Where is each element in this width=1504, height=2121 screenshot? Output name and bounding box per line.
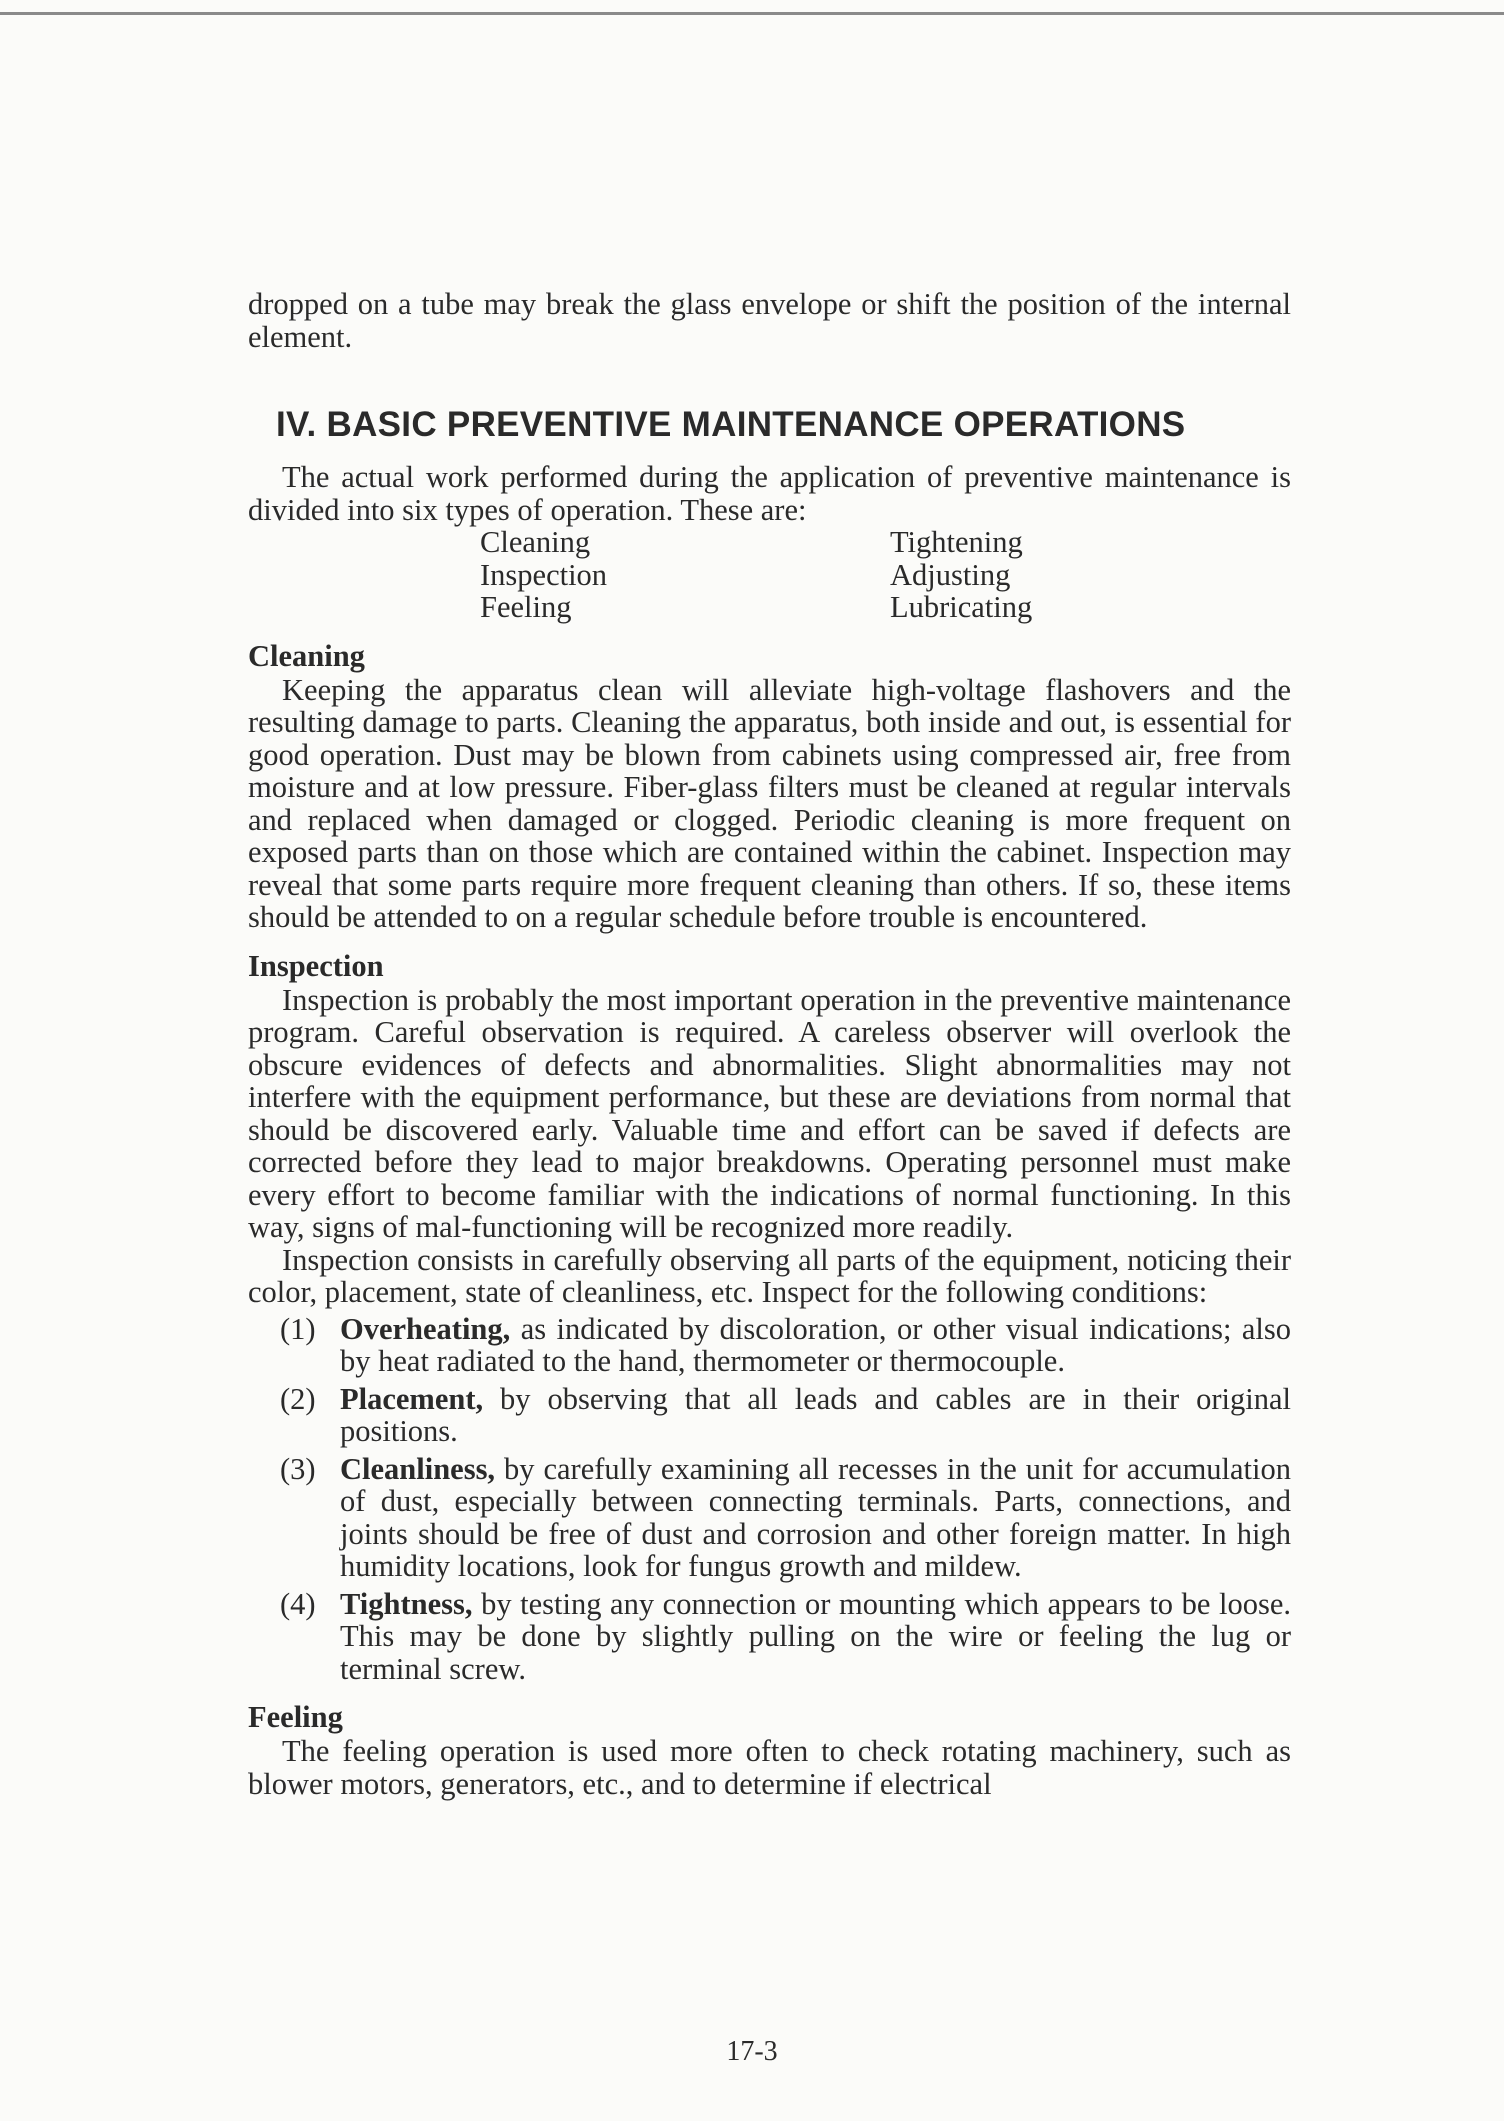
section-intro: The actual work performed during the application of preventive maintenance is divided into six types of operation. These are: — [248, 460, 1291, 527]
list-item-term: Overheating, — [340, 1311, 511, 1346]
inspection-conditions-list — [248, 1313, 1291, 1686]
list-item-text: by testing any connection or mounting which appears to be loose. This may be done by slightly pulling on the wire or feeling the lug or terminal screw. — [340, 1586, 1291, 1686]
operation-inspection: Inspection — [480, 557, 608, 592]
intro-paragraph: dropped on a tube may break the glass envelope or shift the position of the internal element. — [248, 287, 1291, 354]
operations-list — [480, 526, 1291, 624]
list-item-number: (3) — [280, 1451, 316, 1486]
inspection-paragraph-1: Inspection is probably the most important operation in the preventive maintenance program. Careful observation is required. A careless observer will overlook the obscure evidences of defects and abnormalities. Slight abnormalities may not interfere with the equipment performance, but these are deviations from normal that should be discovered early. Valuable time and effort can be saved if defects are corrected before they lead to major breakdowns. Operating personnel must make every effort to become familiar with the indications of normal functioning. In this way, signs of mal-functioning will be recognized more readily. — [248, 982, 1291, 1244]
operation-lubricating: Lubricating — [890, 590, 1033, 624]
feeling-heading: Feeling — [248, 1700, 343, 1734]
list-item-text: by observing that all leads and cables are in their original positions. — [340, 1381, 1291, 1448]
list-item-body — [340, 1453, 1291, 1583]
list-item-body — [340, 1383, 1291, 1448]
list-item-tightness — [280, 1588, 1291, 1686]
list-item-text: as indicated by discoloration, or other visual indications; also by heat radiated to the hand, thermometer or thermocouple. — [340, 1311, 1291, 1378]
operation-feeling: Feeling — [480, 590, 572, 624]
section-heading: IV. BASIC PREVENTIVE MAINTENANCE OPERATIONS — [276, 405, 1186, 444]
list-item-number: (2) — [280, 1381, 316, 1416]
cleaning-paragraph: Keeping the apparatus clean will alleviate high-voltage flashovers and the resulting damage to parts. Cleaning the apparatus, both inside and out, is essential for good operation. Dust may be blown from cabinets using compressed air, free from moisture and at low pressure. Fiber-glass filters must be cleaned at regular intervals and replaced when damaged or clogged. Periodic cleaning is more frequent on exposed parts than on those which are contained within the cabinet. Inspection may reveal that some parts require more frequent cleaning than others. If so, these items should be attended to on a regular schedule before trouble is encountered. — [248, 672, 1291, 934]
feeling-paragraph: The feeling operation is used more often to check rotating machinery, such as blower motors, generators, etc., and to determine if electrical — [248, 1734, 1291, 1801]
list-item-cleanliness — [280, 1453, 1291, 1583]
list-item-overheating — [280, 1313, 1291, 1378]
list-item-term: Placement, — [340, 1381, 484, 1416]
cleaning-heading: Cleaning — [248, 638, 365, 673]
list-item-body — [340, 1313, 1291, 1378]
list-item-text: by carefully examining all recesses in the unit for accumulation of dust, especially between connecting terminals. Parts, connections, and joints should be free of dust and corrosion and other foreign matter. In high humidity locations, look for fungus growth and mildew. — [340, 1451, 1291, 1583]
operations-left-column — [480, 526, 890, 624]
operation-cleaning: Cleaning — [480, 525, 591, 559]
operation-adjusting: Adjusting — [890, 557, 1011, 592]
page-body — [248, 288, 1291, 1800]
inspection-paragraph-2: Inspection consists in carefully observing all parts of the equipment, noticing their color, placement, state of cleanliness, etc. Inspect for the following conditions: — [248, 1242, 1291, 1309]
operations-right-column — [890, 526, 1190, 624]
top-rule — [0, 12, 1504, 15]
operation-tightening: Tightening — [890, 525, 1023, 559]
list-item-number: (4) — [280, 1586, 316, 1621]
list-item-body — [340, 1588, 1291, 1686]
list-item-placement — [280, 1383, 1291, 1448]
page-number: 17-3 — [726, 2036, 778, 2067]
list-item-term: Tightness, — [340, 1586, 473, 1621]
list-item-term: Cleanliness, — [340, 1451, 496, 1486]
inspection-heading: Inspection — [248, 948, 384, 983]
list-item-number: (1) — [280, 1311, 316, 1346]
